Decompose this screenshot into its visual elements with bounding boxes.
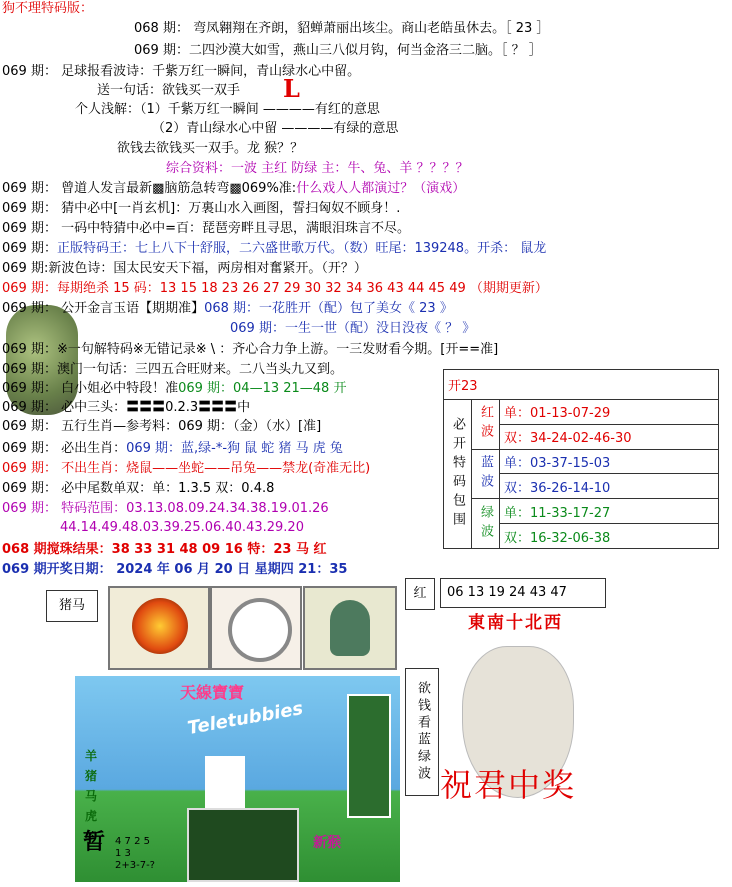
- callout-vertical: 欲钱看蓝绿波: [405, 668, 439, 796]
- table-wave-blue: 蓝波: [472, 449, 500, 499]
- line-must-zodiac: 069 期： 必出生肖：069 期：蓝,绿-*-狗 鼠 蛇 猪 马 虎 兔: [2, 441, 343, 456]
- line-five-elements: 069 期： 五行生肖—参考料：069 期：（金）（水）[准]: [2, 419, 322, 434]
- buddha-image: [303, 586, 397, 670]
- line-068-poem: 068 期： 弯凤翱翔在齐朗，貂蝉萧丽出垓尘。商山老皓虽休去。［ 23 ］: [134, 21, 550, 36]
- clock-icon: [228, 598, 292, 662]
- table-cell: 单：11-33-17-27: [500, 499, 719, 524]
- clock-image: [210, 586, 302, 670]
- monkey-badge: 新猴: [313, 835, 341, 851]
- line-riddle: 069 期： 曾道人发言最新▩脑筋急转弯▩069%准:什么戏人人都演过？（演戏）: [2, 181, 466, 196]
- line-king: 069 期：正版特码王：七上八下十舒服，二六盛世歌万代。（数）旺尾：139248。开杀： 鼠龙: [2, 241, 547, 256]
- line-not-zodiac: 069 期： 不出生肖：烧鼠——坐蛇——吊兔——禁龙(奇准无比): [2, 461, 371, 476]
- table-cell: 单：01-13-07-29: [500, 400, 719, 425]
- line-summary: 综合资料：一波 主红 防绿 主：牛、兔、羊 ？？？？: [166, 161, 469, 176]
- line-want-money: 欲钱去欲钱买一双手。龙 猴？？: [117, 141, 304, 156]
- skull-panel: [440, 606, 592, 832]
- line-three-heads: 069 期： 必中三头：〓〓〓0.2.3〓〓〓中: [2, 400, 251, 415]
- line-explain-1: 个人浅解：（1）千紫万红一瞬间 ————有红的意思: [75, 102, 380, 117]
- line-one-code: 069 期： 一码中特猜中必中=百：琵琶旁畔且寻思，满眼泪珠言不尽。: [2, 221, 410, 236]
- yellow-sign: [347, 694, 391, 818]
- line-069-poem: 069 期：二四沙漠大如雪，燕山三八似月钩，何当金洛三二脑。［ ？ ］: [134, 43, 542, 58]
- table-wave-red: 红波: [472, 400, 500, 450]
- line-one-life: 069 期：一生一世（配）没日没夜《 ？ 》: [230, 321, 476, 336]
- table-cell: 双：16-32-06-38: [500, 524, 719, 549]
- big-char: 暂: [83, 830, 106, 855]
- callout-numbers: 06 13 19 24 43 47: [440, 578, 606, 608]
- line-new-wave: 069 期:新波色诗：国太民安天下福，两房相对奮紧开。（开？）: [2, 261, 367, 276]
- table-cell: 双：34-24-02-46-30: [500, 424, 719, 449]
- callout-red: 红: [405, 578, 435, 610]
- line-kill-15: 069 期：每期绝杀 15 码：13 15 18 23 26 27 29 30 32 34 36 43 44 45 49 （期期更新）: [2, 281, 548, 296]
- table-side-label: 必开特码包围: [444, 400, 472, 549]
- record-list: [187, 808, 299, 882]
- teletubbies-title-cn: 天線寶寶: [180, 683, 245, 702]
- compass-text: 東南十北西: [468, 613, 563, 633]
- callout-pig-horse: 猪马: [46, 590, 98, 622]
- line-macau: 069 期：澳门一句话：三四五合旺财来。二八当头九又到。: [2, 362, 343, 377]
- table-header: 开23: [444, 370, 719, 400]
- zodiac-chars: 羊猪马虎: [85, 749, 98, 823]
- line-tail-numbers: 069 期： 必中尾数单双：单：1.3.5 双：0.4.8: [2, 481, 275, 496]
- page-title: 狗不理特码版：: [2, 1, 94, 16]
- line-range-2: 44.14.49.48.03.39.25.06.40.43.29.20: [60, 520, 304, 535]
- table-cell: 单：03-37-15-03: [500, 449, 719, 474]
- table-wave-green: 绿波: [472, 499, 500, 549]
- line-result: 068 期搅珠结果：38 33 31 48 09 16 特：23 马 红: [2, 542, 327, 557]
- teletubbies-logo: Teletubbies: [185, 698, 305, 739]
- line-date: 069 期开奖日期： 2024 年 06 月 20 日 星期四 21：35: [2, 562, 348, 577]
- fire-image: [108, 586, 210, 670]
- line-send-word: 送一句话：欲钱买一双手: [97, 83, 241, 98]
- buddha-icon: [330, 600, 370, 656]
- calc-text: 4 7 2 5 1 3 2+3-7-?: [115, 836, 155, 871]
- fire-icon: [132, 598, 188, 654]
- red-mark-icon: L: [283, 74, 300, 103]
- line-one-sentence: 069 期：※一句解特码※无错记录※ \ ：齐心合力争上游。一三发财看今期。[开==准]: [2, 342, 499, 357]
- line-range: 069 期： 特码范围：03.13.08.09.24.34.38.19.01.26: [2, 501, 329, 516]
- wish-text: 祝君中奖: [440, 766, 577, 804]
- line-guess: 069 期： 猜中必中[一肖玄机]：万裏山水入画图，誓扫匈奴不顾身！.: [2, 201, 401, 216]
- line-football-poem: 069 期： 足球报看波诗：千紫万红一瞬间，青山绿水心中留。: [2, 64, 361, 79]
- line-explain-2: （2）青山绿水心中留 ————有绿的意思: [152, 121, 399, 136]
- line-white-lady: 069 期： 白小姐必中特段！准069 期：04—13 21—48 开: [2, 381, 347, 396]
- teletubbies-panel: [75, 676, 400, 882]
- line-golden-words: 069 期： 公开金言玉语【期期准】068 期：一花胜开（配）包了美女《 23 》: [2, 301, 453, 316]
- wave-table: [443, 369, 719, 549]
- table-cell: 双：36-26-14-10: [500, 474, 719, 499]
